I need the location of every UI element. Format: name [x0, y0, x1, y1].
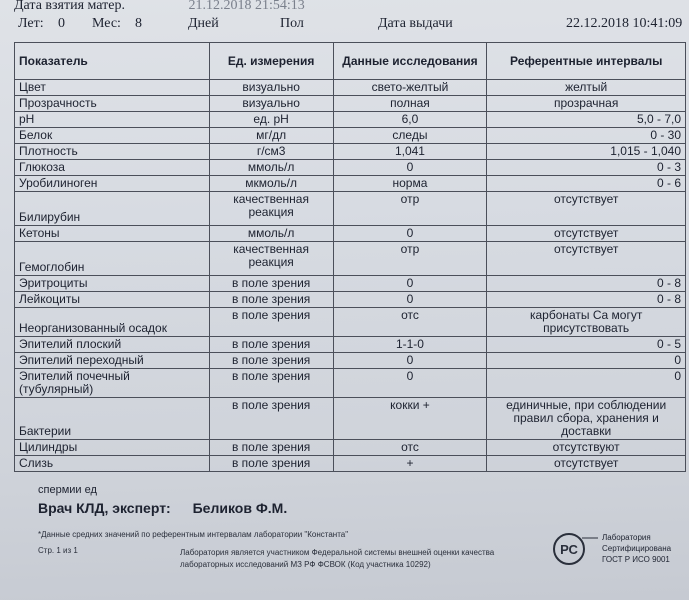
certification-logo-text: РС — [560, 542, 578, 557]
participant-line-1: Лаборатория является участником Федеральной системы внешней оценки качества — [180, 548, 495, 557]
unit-cell: в поле зрения — [209, 276, 333, 292]
unit-cell: в поле зрения — [209, 308, 333, 337]
result-cell: + — [333, 456, 487, 472]
reference-cell: 0 - 8 — [487, 276, 686, 292]
result-cell: свето-желтый — [333, 80, 487, 96]
table-row — [15, 144, 686, 160]
result-cell: 1,041 — [333, 144, 487, 160]
table-row — [15, 353, 686, 369]
unit-cell: мкмоль/л — [209, 176, 333, 192]
doctor-label: Врач КЛД, эксперт: — [38, 500, 171, 516]
table-row — [15, 456, 686, 472]
column-header-result: Данные исследования — [333, 43, 487, 80]
parameter-cell: Цилиндры — [15, 440, 210, 456]
reference-cell: 0 — [487, 369, 686, 398]
unit-cell: качественная реакция — [209, 192, 333, 226]
months-value: 8 — [135, 16, 142, 31]
reference-cell: отсутствует — [487, 242, 686, 276]
parameter-cell: Эпителий почечный (тубулярный) — [15, 369, 210, 398]
sample-date-label: Дата взятия матер. — [14, 0, 125, 13]
sample-date-value: 21.12.2018 21:54:13 — [188, 0, 305, 13]
result-cell: отр — [333, 242, 487, 276]
unit-cell: ммоль/л — [209, 160, 333, 176]
spermii-note: спермии ед — [38, 484, 97, 496]
reference-cell: 0 - 6 — [487, 176, 686, 192]
unit-cell: визуально — [209, 80, 333, 96]
unit-cell: в поле зрения — [209, 440, 333, 456]
unit-cell: в поле зрения — [209, 369, 333, 398]
column-header-parameter: Показатель — [15, 43, 210, 80]
unit-cell: в поле зрения — [209, 292, 333, 308]
reference-cell: отсутствуют — [487, 440, 686, 456]
parameter-cell: Билирубин — [15, 192, 210, 226]
page-number: Стр. 1 из 1 — [38, 546, 78, 555]
certification-text — [602, 532, 671, 565]
result-cell: норма — [333, 176, 487, 192]
patient-header — [0, 16, 689, 38]
table-row — [15, 369, 686, 398]
doctor-name: Беликов Ф.М. — [192, 500, 288, 516]
unit-cell: ед. pH — [209, 112, 333, 128]
reference-cell: 0 - 8 — [487, 292, 686, 308]
result-cell: отс — [333, 308, 487, 337]
reference-cell: 0 - 5 — [487, 337, 686, 353]
table-row — [15, 226, 686, 242]
reference-cell: отсутствует — [487, 226, 686, 242]
results-header-row — [15, 43, 686, 80]
column-header-unit: Ед. измерения — [209, 43, 333, 80]
doctor-signature-line — [38, 500, 287, 516]
days-label: Дней — [188, 16, 219, 31]
issue-date-label: Дата выдачи — [378, 16, 453, 31]
table-row — [15, 337, 686, 353]
result-cell: 0 — [333, 369, 487, 398]
reference-cell: 5,0 - 7,0 — [487, 112, 686, 128]
parameter-cell: Гемоглобин — [15, 242, 210, 276]
unit-cell: качественная реакция — [209, 242, 333, 276]
cert-line-1: Лаборатория — [602, 533, 651, 542]
table-row — [15, 176, 686, 192]
results-table — [14, 42, 686, 472]
unit-cell: в поле зрения — [209, 456, 333, 472]
parameter-cell: pH — [15, 112, 210, 128]
parameter-cell: Прозрачность — [15, 96, 210, 112]
result-cell: 0 — [333, 276, 487, 292]
parameter-cell: Уробилиноген — [15, 176, 210, 192]
years-value: 0 — [58, 16, 65, 31]
table-row — [15, 128, 686, 144]
unit-cell: в поле зрения — [209, 337, 333, 353]
table-row — [15, 242, 686, 276]
table-row — [15, 292, 686, 308]
sample-date-line — [14, 0, 305, 14]
result-cell: 0 — [333, 292, 487, 308]
result-cell: кокки + — [333, 398, 487, 440]
unit-cell: визуально — [209, 96, 333, 112]
parameter-cell: Кетоны — [15, 226, 210, 242]
reference-cell: единичные, при соблюдении правил сбора, хранения и доставки — [487, 398, 686, 440]
table-row — [15, 440, 686, 456]
table-row — [15, 398, 686, 440]
cert-line-3: ГОСТ Р ИСО 9001 — [602, 555, 670, 564]
parameter-cell: Эпителий переходный — [15, 353, 210, 369]
issue-date-value: 22.12.2018 10:41:09 — [566, 16, 683, 31]
result-cell: 6,0 — [333, 112, 487, 128]
parameter-cell: Эритроциты — [15, 276, 210, 292]
parameter-cell: Неорганизованный осадок — [15, 308, 210, 337]
table-row — [15, 160, 686, 176]
table-row — [15, 192, 686, 226]
reference-cell: 0 - 30 — [487, 128, 686, 144]
cert-line-2: Сертифицирована — [602, 544, 672, 553]
reference-cell: прозрачная — [487, 96, 686, 112]
result-cell: 0 — [333, 160, 487, 176]
result-cell: отс — [333, 440, 487, 456]
column-header-reference: Референтные интервалы — [487, 43, 686, 80]
parameter-cell: Бактерии — [15, 398, 210, 440]
certification-logo — [552, 532, 600, 566]
months-label: Мес: — [92, 16, 121, 31]
unit-cell: в поле зрения — [209, 353, 333, 369]
reference-cell: отсутствует — [487, 192, 686, 226]
table-row — [15, 308, 686, 337]
parameter-cell: Эпителий плоский — [15, 337, 210, 353]
parameter-cell: Глюкоза — [15, 160, 210, 176]
reference-cell: 0 - 3 — [487, 160, 686, 176]
unit-cell: ммоль/л — [209, 226, 333, 242]
parameter-cell: Цвет — [15, 80, 210, 96]
table-row — [15, 276, 686, 292]
reference-cell: 1,015 - 1,040 — [487, 144, 686, 160]
unit-cell: в поле зрения — [209, 398, 333, 440]
table-row — [15, 112, 686, 128]
reference-cell: 0 — [487, 353, 686, 369]
table-row — [15, 96, 686, 112]
reference-cell: желтый — [487, 80, 686, 96]
participant-line-2: лабораторных исследований МЗ РФ ФСВОК (Код участника 10292) — [180, 560, 431, 569]
result-cell: 0 — [333, 353, 487, 369]
result-cell: следы — [333, 128, 487, 144]
result-cell: отр — [333, 192, 487, 226]
parameter-cell: Белок — [15, 128, 210, 144]
unit-cell: мг/дл — [209, 128, 333, 144]
reference-cell: отсутствует — [487, 456, 686, 472]
result-cell: 0 — [333, 226, 487, 242]
parameter-cell: Слизь — [15, 456, 210, 472]
result-cell: 1-1-0 — [333, 337, 487, 353]
result-cell: полная — [333, 96, 487, 112]
years-label: Лет: — [18, 16, 44, 31]
parameter-cell: Лейкоциты — [15, 292, 210, 308]
reference-footnote: *Данные средних значений по референтным интервалам лаборатории "Константа" — [38, 530, 349, 539]
parameter-cell: Плотность — [15, 144, 210, 160]
unit-cell: г/см3 — [209, 144, 333, 160]
table-row — [15, 80, 686, 96]
sex-label: Пол — [280, 16, 304, 31]
reference-cell: карбонаты Ca могут присутствовать — [487, 308, 686, 337]
